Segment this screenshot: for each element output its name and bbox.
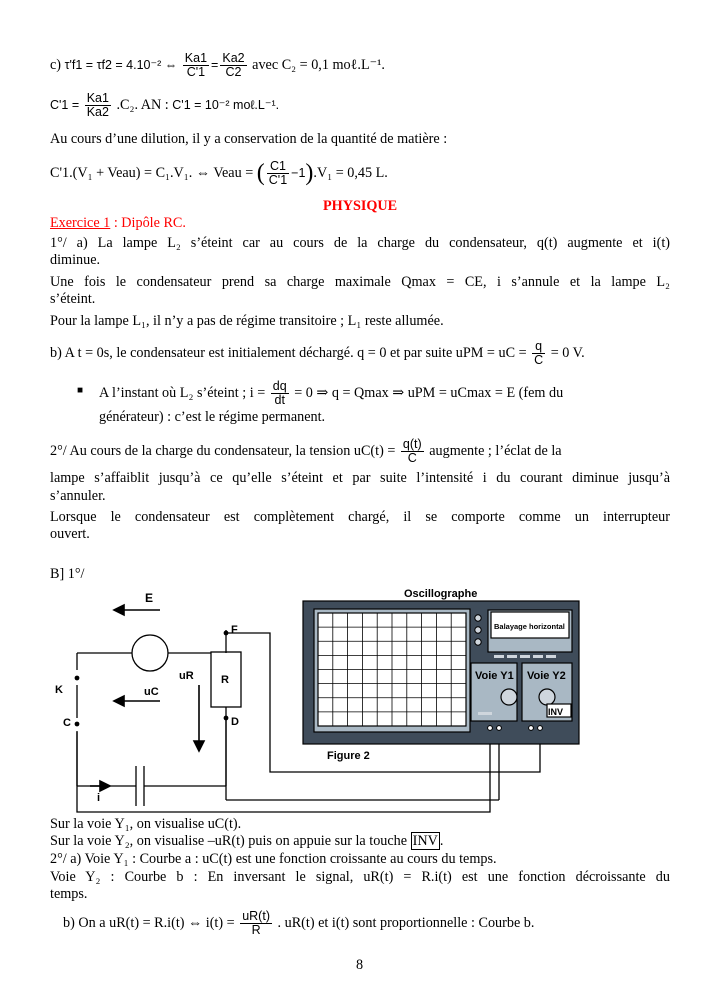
inv-key: INV xyxy=(412,833,438,849)
part-b-heading: B] 1°/ xyxy=(50,566,85,582)
label-F: F xyxy=(231,624,238,636)
dilution-equation: C'1.(V₁ + Veau) = C₁.V₁. ⇔ Veau = ( $\frac{C1}{C'1}$ −1).V₁ = 0,45 L. xyxy=(50,159,388,187)
paragraph-1b: Une fois le condensateur prend sa charge maximale Qmax = CE, i s’annule et la lampe L₂ xyxy=(50,274,670,290)
post-5: b) On a uR(t) = R.i(t) ⇔ i(t) = $\frac{uR(t)}{R}$ . uR(t) et i(t) sont proportionnelle : Courbe b. xyxy=(63,909,535,937)
paragraph-1d: b) A t = 0s, le condensateur est initialement déchargé. q = 0 et par suite uPM = uC = $\frac{q}{C}$ = 0 V. xyxy=(50,339,585,367)
paragraph-2: 2°/ Au cours de la charge du condensateur, la tension uC(t) = $\frac{q(t)}{C}$ augmente ; l’éclat de la xyxy=(50,437,562,465)
post-3: 2°/ a) Voie Y₁ : Courbe a : uC(t) est une fonction croissante au cours du temps. xyxy=(50,851,497,867)
paragraph-3: Lorsque le condensateur est complètement chargé, il se comporte comme un interrupteur xyxy=(50,509,670,525)
inv-button[interactable]: INV xyxy=(548,707,564,717)
balayage-label: Balayage horizontal xyxy=(494,622,565,631)
dilution-text: Au cours d’une dilution, il y a conservation de la quantité de matière : xyxy=(50,131,448,147)
label-D: D xyxy=(231,716,239,728)
post-4: Voie Y₂ : Courbe b : En inversant le signal, uR(t) = R.i(t) est une fonction décroissante du xyxy=(50,869,670,885)
oscillograph-title: Oscillographe xyxy=(404,588,478,600)
section-title: PHYSIQUE xyxy=(323,198,398,214)
label-R: R xyxy=(221,674,229,686)
label-C: C xyxy=(63,717,71,729)
exercise-title: Exercice 1 : Dipôle RC. xyxy=(50,215,186,231)
post-2: Sur la voie Y₂, on visualise –uR(t) puis on appuie sur la touche INV . xyxy=(50,833,444,849)
generator-symbol xyxy=(132,635,168,671)
label-uR: uR xyxy=(179,670,194,682)
label-uC: uC xyxy=(144,686,159,698)
page-number: 8 xyxy=(356,957,364,973)
bullet-icon: ■ xyxy=(77,385,84,396)
figure-caption: Figure 2 xyxy=(327,750,370,762)
line-c1: C'1 = $\frac{Ka1}{Ka2}$ .C₂. AN : C'1 = 10⁻² moℓ.L⁻¹. xyxy=(50,91,280,119)
voie-y1-label[interactable]: Voie Y1 xyxy=(475,670,514,682)
paragraph-1c: Pour la lampe L₁, il n’y a pas de régime transitoire ; L₁ reste allumée. xyxy=(50,313,444,329)
bullet-line: A l’instant où L₂ s’éteint ; i = $\frac{dq}{dt}$ = 0 ⇒ q = Qmax ⇒ uPM = uCmax = E (fem du xyxy=(99,379,564,407)
paragraph-1a: 1°/ a) La lampe L₂ s’éteint car au cours de la charge du condensateur, q(t) augmente et i(t) xyxy=(50,235,670,251)
label-i: i xyxy=(97,792,101,804)
voie-y2-label[interactable]: Voie Y2 xyxy=(527,670,566,682)
label-K: K xyxy=(55,684,63,696)
label-E: E xyxy=(145,591,154,605)
exercise-link[interactable]: Exercice 1 xyxy=(50,215,111,231)
post-1: Sur la voie Y₁, on visualise uC(t). xyxy=(50,816,242,832)
line-c: c) τ'f1 = τf2 = 4.10⁻² ⇔ $\frac{Ka1}{C'1}$ = $\frac{Ka2}{C2}$ avec C₂ = 0,1 moℓ.L⁻¹. xyxy=(50,51,385,79)
